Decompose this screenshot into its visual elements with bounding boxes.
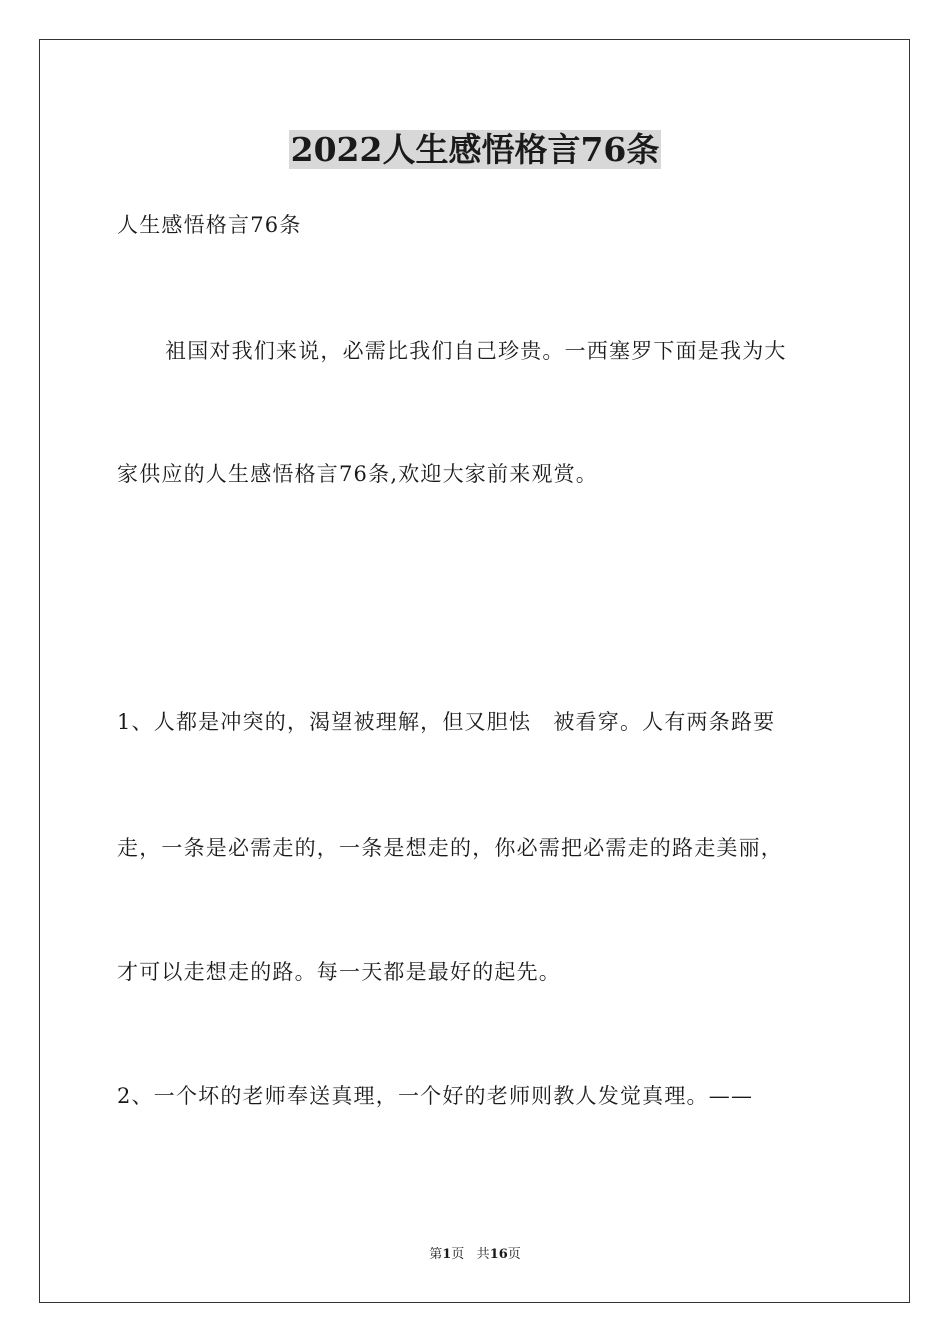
- footer-page-suffix: 页: [451, 1247, 465, 1262]
- document-title-text: 2022人生感悟格言76条: [290, 130, 660, 169]
- footer-total-suffix: 页: [507, 1247, 521, 1262]
- paragraph-line: 走，一条是必需走的，一条是想走的，你必需把必需走的路走美丽，: [117, 836, 783, 860]
- document-title: [0, 128, 950, 172]
- footer-page-number: 1: [442, 1247, 452, 1262]
- paragraph-line: 才可以走想走的路。每一天都是最好的起先。: [117, 960, 561, 984]
- paragraph-line: 祖国对我们来说，必需比我们自己珍贵。一西塞罗下面是我为大: [165, 339, 787, 363]
- footer-total-prefix: 共: [476, 1247, 490, 1262]
- paragraph-line: 家供应的人生感悟格言76条,欢迎大家前来观赏。: [117, 462, 598, 486]
- paragraph-line: 1、人都是冲突的，渴望被理解，但又胆怯 被看穿。人有两条路要: [117, 710, 776, 734]
- footer-page-prefix: 第: [429, 1247, 443, 1262]
- paragraph-line: 2、一个坏的老师奉送真理，一个好的老师则教人发觉真理。——: [117, 1084, 754, 1108]
- footer-total-pages: 16: [489, 1247, 508, 1262]
- page-footer: [0, 1246, 950, 1264]
- document-subtitle: 人生感悟格言76条: [117, 213, 302, 237]
